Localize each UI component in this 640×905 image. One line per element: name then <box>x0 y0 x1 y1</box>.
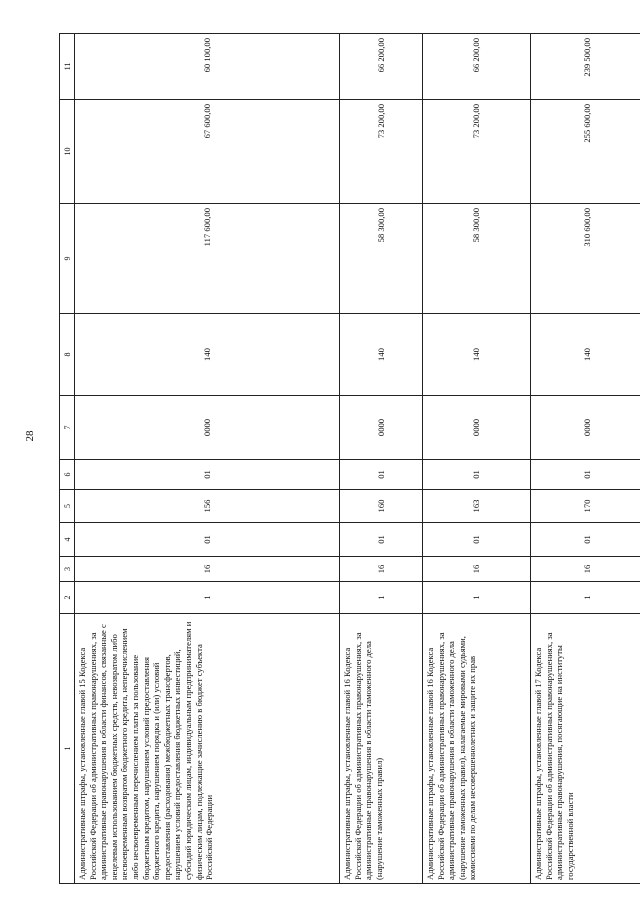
cell-col-5: 156 <box>75 490 340 523</box>
column-header: 5 <box>60 490 75 523</box>
table-row <box>531 34 640 884</box>
cell-col-7: 0000 <box>340 396 423 460</box>
cell-col-9: 58 300,00 <box>340 204 423 314</box>
cell-col-2: 1 <box>423 582 531 614</box>
cell-col-7: 0000 <box>531 396 640 460</box>
column-header: 9 <box>60 204 75 314</box>
cell-col-4: 01 <box>75 523 340 557</box>
row-description: Административные штрафы, установленные главой 16 Кодекса Российской Федерации об административных правонарушениях, за административные правонарушения в области таможенного дела (нарушение таможенных правил) <box>340 614 423 884</box>
cell-col-4: 01 <box>423 523 531 557</box>
table-row <box>423 34 531 884</box>
cell-col-10: 73 200,00 <box>340 100 423 204</box>
cell-col-2: 1 <box>531 582 640 614</box>
cell-col-10: 67 600,00 <box>75 100 340 204</box>
table-row <box>340 34 423 884</box>
column-header: 11 <box>60 34 75 100</box>
column-header: 3 <box>60 557 75 582</box>
cell-col-8: 140 <box>531 314 640 396</box>
cell-col-3: 16 <box>423 557 531 582</box>
cell-col-3: 16 <box>340 557 423 582</box>
cell-col-9: 58 300,00 <box>423 204 531 314</box>
cell-col-8: 140 <box>340 314 423 396</box>
row-description: Административные штрафы, установленные главой 16 Кодекса Российской Федерации об административных правонарушениях, за административные правонарушения в области таможенного дела (нарушение таможенных правил), налагаемые мировыми судьями, комиссиями по делам несовершеннолетних и защите их прав <box>423 614 531 884</box>
cell-col-11: 66 200,00 <box>423 34 531 100</box>
cell-col-5: 163 <box>423 490 531 523</box>
cell-col-9: 310 600,00 <box>531 204 640 314</box>
column-header: 2 <box>60 582 75 614</box>
cell-col-7: 0000 <box>423 396 531 460</box>
column-header: 8 <box>60 314 75 396</box>
cell-col-11: 66 200,00 <box>340 34 423 100</box>
row-description: Административные штрафы, установленные главой 15 Кодекса Российской Федерации об административных правонарушениях, за административные правонарушения в области финансов, связанные с нецелевым использованием бюджетных средств, невозвратом либо несвоевременным возвратом бюджетного кредита, неперечислением либо несвоевременным перечислением платы за пользование бюджетным кредитом, нарушением условий предоставления бюджетного кредита, нарушением порядка и (или) условий предоставления (расходования) межбюджетных трансфертов, нарушением условий предоставления бюджетных инвестиций, субсидий юридическим лицам, индивидуальным предпринимателям и физическим лицам, подлежащие зачислению в бюджет субъекта Российской Федерации <box>75 614 340 884</box>
column-header: 7 <box>60 396 75 460</box>
cell-col-11: 239 500,00 <box>531 34 640 100</box>
cell-col-5: 170 <box>531 490 640 523</box>
column-header: 4 <box>60 523 75 557</box>
cell-col-4: 01 <box>531 523 640 557</box>
table-row <box>75 34 340 884</box>
cell-col-9: 117 600,00 <box>75 204 340 314</box>
cell-col-8: 140 <box>75 314 340 396</box>
rotated-table-wrapper <box>59 34 640 884</box>
cell-col-10: 73 200,00 <box>423 100 531 204</box>
cell-col-10: 255 600,00 <box>531 100 640 204</box>
header-row <box>60 34 75 884</box>
column-header: 10 <box>60 100 75 204</box>
cell-col-2: 1 <box>340 582 423 614</box>
cell-col-7: 0000 <box>75 396 340 460</box>
cell-col-6: 01 <box>531 460 640 490</box>
budget-table <box>59 33 640 884</box>
cell-col-3: 16 <box>531 557 640 582</box>
cell-col-3: 16 <box>75 557 340 582</box>
cell-col-2: 1 <box>75 582 340 614</box>
cell-col-8: 140 <box>423 314 531 396</box>
page-number: 28 <box>24 430 36 442</box>
column-header: 6 <box>60 460 75 490</box>
cell-col-6: 01 <box>423 460 531 490</box>
cell-col-6: 01 <box>75 460 340 490</box>
cell-col-4: 01 <box>340 523 423 557</box>
cell-col-5: 160 <box>340 490 423 523</box>
row-description: Административные штрафы, установленные главой 17 Кодекса Российской Федерации об административных правонарушениях, за административные правонарушения, посягающие на институты государственной власти <box>531 614 640 884</box>
column-header: 1 <box>60 614 75 884</box>
cell-col-11: 60 100,00 <box>75 34 340 100</box>
cell-col-6: 01 <box>340 460 423 490</box>
